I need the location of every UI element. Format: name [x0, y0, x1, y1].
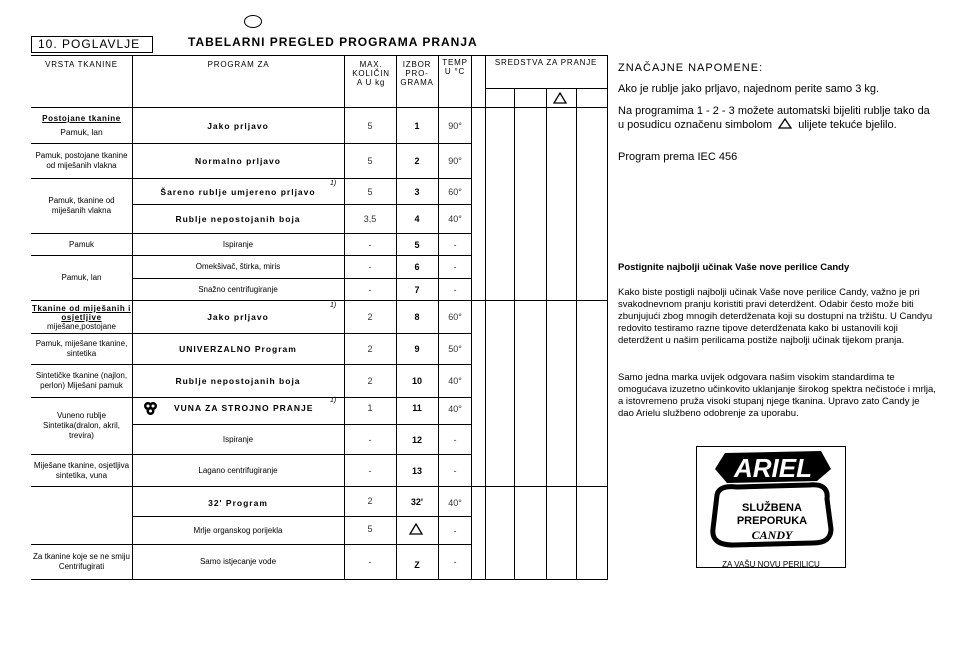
fabric-item: Miješane tkanine, osjetljiva sintetika, vuna [33, 460, 130, 480]
fabric-item: Pamuk, miješane tkanine, sintetika [35, 339, 128, 358]
header-program-selection: IZBOR PRO- GRAMA [400, 60, 434, 87]
program-number: 8 [414, 312, 420, 322]
max-load: - [368, 434, 372, 445]
max-load: 5 [367, 120, 373, 131]
program-name: Ispiranje [222, 239, 254, 249]
footnote-mark: 1) [330, 302, 337, 309]
fabric-item: Pamuk [69, 239, 94, 249]
page-title: TABELARNI PREGLED PROGRAMA PRANJA [188, 35, 478, 49]
program-name: Normalno prljavo [195, 156, 281, 166]
fabric-group-sub: Pamuk, lan [60, 127, 103, 137]
program-name: Omekšivač, štirka, miris [195, 262, 281, 271]
program-number: 1 [414, 120, 420, 131]
max-load: 5 [367, 156, 373, 166]
program-name: Mrlje organskog porijekla [193, 525, 283, 535]
program-number: 13 [411, 465, 422, 476]
program-number: 2 [414, 156, 420, 166]
header-program: PROGRAM ZA [207, 60, 270, 69]
program-name: Snažno centrifugiranje [198, 284, 278, 294]
fabric-group-title: Tkanine od miješanih i osjetljive [32, 303, 131, 322]
temperature: 50° [448, 344, 462, 354]
ariel-recommendation-logo [696, 446, 846, 568]
program-name: Rublje nepostojanih boja [175, 376, 301, 386]
bleach-triangle-icon [553, 92, 567, 104]
bleach-triangle-icon [778, 118, 792, 129]
max-load: - [368, 262, 372, 272]
stain-triangle-icon [409, 523, 423, 535]
program-number: 3 [414, 186, 420, 197]
program-name: Šareno rublje umjereno prljavo [160, 186, 316, 197]
max-load: 2 [367, 495, 373, 506]
temperature: - [453, 262, 457, 272]
program-name: Jako prljavo [207, 120, 269, 131]
header-fabric-type: VRSTA TKANINE [45, 60, 118, 69]
temperature: 40° [448, 214, 462, 224]
fabric-group-title: Postojane tkanine [42, 114, 121, 123]
max-load: 3,5 [363, 214, 377, 224]
program-number: Z [414, 560, 420, 570]
program-number: 9 [414, 344, 420, 354]
footnote-mark: 1) [330, 180, 337, 187]
program-name: Rublje nepostojanih boja [175, 214, 301, 224]
wool-icon [143, 401, 158, 415]
fabric-item: Pamuk, lan [61, 273, 102, 282]
program-name: Samo istjecanje vode [199, 557, 277, 566]
max-load: - [368, 465, 372, 476]
program-number: 5 [414, 239, 420, 250]
chapter-label: 10. POGLAVLJE [31, 36, 153, 53]
fabric-group-sub: miješane,postojane [47, 321, 116, 331]
program-name: VUNA ZA STROJNO PRANJE [174, 403, 314, 413]
temperature: - [453, 557, 457, 567]
program-name: UNIVERZALNO Program [179, 344, 297, 354]
header-max-load: MAX. KOLIČIN A U kg [352, 60, 390, 87]
language-oval [244, 15, 262, 28]
promo-paragraph: Kako biste postigli najbolji učinak Vaše nove perilice Candy, važno je pri svakodnevnom pranju koristiti pravi deterdžent. Odabir često može biti zbunjujući zbog mnogih deterdženata koji su dostupni na tržištu. U Candyu redovito testiramo razne tipove deterdženata kako bi ustanovili koji deterdžent u našim perilicama postiže najbolji učinak tijekom pranja. [618, 287, 933, 346]
max-load: - [368, 557, 372, 567]
program-number: 10 [411, 376, 422, 386]
temperature: 60° [448, 186, 462, 197]
notes-title: ZNAČAJNE NAPOMENE: [618, 62, 764, 74]
fabric-item: Pamuk, tkanine od miješanih vlakna [48, 196, 115, 215]
header-temperature: TEMP U °C [442, 58, 468, 76]
program-number: 4 [414, 214, 420, 224]
temperature: - [453, 525, 457, 536]
footnote-mark: 1) [330, 397, 337, 404]
max-load: 5 [367, 186, 373, 197]
program-number: 11 [412, 403, 422, 413]
fabric-item: Sintetičke tkanine (najlon, perlon) Miješani pamuk [35, 371, 128, 390]
max-load: - [368, 239, 372, 250]
promo-heading: Postignite najbolji učinak Vaše nove perilice Candy [618, 262, 850, 273]
note-paragraph: Ako je rublje jako prljavo, najednom perite samo 3 kg. [618, 83, 880, 95]
fabric-item: Za tkanine koje se ne smiju Centrifugirati [33, 552, 130, 571]
max-load: - [368, 284, 372, 295]
program-name: Lagano centrifugiranje [198, 465, 278, 475]
fabric-item: Pamuk, postojane tkanine od miješanih vlakna [35, 151, 128, 170]
note-bleach-text-end: ulijete tekuće bjelilo. [798, 119, 897, 131]
temperature: - [453, 434, 457, 445]
ariel-line1: SLUŽBENA [742, 502, 802, 514]
note-bleach-text: Na programima 1 - 2 - 3 možete automatski bijeliti rublje tako da u posudicu označenu simbolom [618, 105, 930, 131]
max-load: 5 [367, 523, 373, 534]
fabric-group-mixed [31, 302, 132, 333]
max-load: 2 [367, 312, 373, 322]
temperature: 40° [448, 376, 462, 386]
ariel-logo-graphic [697, 447, 847, 553]
temperature: 90° [448, 156, 462, 166]
note-paragraph: Program prema IEC 456 [618, 151, 738, 163]
promo-paragraph: Samo jedna marka uvijek odgovara našim visokim standardima te omogućava izuzetno učinkovito uklanjanje širokog spektra nečistoće i mrlja, a istovremeno pruža visoki stupanj njege tkanina. Upravo zato Candy je dao Arielu službeno odobrenje za uporabu. [618, 372, 936, 419]
temperature: 40° [448, 497, 462, 508]
temperature: 40° [448, 404, 462, 414]
fabric-group-durable [31, 108, 132, 143]
max-load: 2 [367, 344, 373, 354]
header-detergents: SREDSTVA ZA PRANJE [494, 58, 598, 67]
max-load: 1 [367, 403, 373, 413]
candy-logo-text: CANDY [751, 528, 793, 542]
temperature: - [453, 239, 457, 250]
program-name: 32' Program [208, 497, 268, 508]
temperature: 60° [448, 312, 462, 322]
temperature: - [453, 284, 457, 295]
note-bleach-paragraph [618, 105, 938, 132]
max-load: 2 [367, 376, 373, 386]
program-number: 12 [411, 434, 422, 445]
ariel-caption: ZA VAŠU NOVU PERILICU [722, 560, 820, 569]
program-name: Ispiranje [222, 434, 254, 444]
program-number: 32' [410, 496, 424, 507]
temperature: 90° [448, 120, 462, 131]
temperature: - [453, 465, 457, 476]
program-name: Jako prljavo [207, 312, 269, 322]
ariel-line2: PREPORUKA [736, 515, 808, 527]
ariel-brand-text: ARIEL [734, 453, 812, 483]
program-number: 7 [414, 284, 420, 295]
fabric-item: Vuneno rublje Sintetika(dralon, akril, trevira) [43, 411, 120, 440]
program-number: 6 [414, 262, 420, 272]
